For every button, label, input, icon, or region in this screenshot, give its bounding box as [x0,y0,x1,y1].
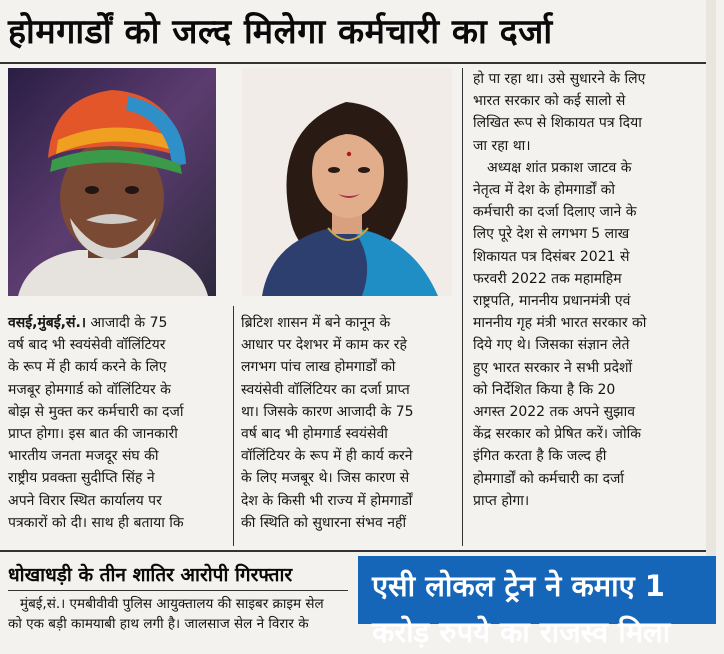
column-1-line: आजादी के 75 [90,315,168,331]
article-column-3 [473,68,695,512]
column-1-line: के रूप में ही कार्य करने के लिए [8,359,167,376]
story-3-headline: एसी लोकल ट्रेन ने कमाए 1 [372,569,665,603]
article-column-1 [8,312,230,534]
story-2-line: मुंबई,सं.। एमबीवीवी पुलिस आयुक्तालय की साइबर क्राइम सेल [20,596,324,612]
column-3-line: नेतृत्व में देश के होमगार्डों को [473,182,616,199]
column-3-line: भारत सरकार को कई सालो से [473,93,626,110]
story-2-headline: धोखाधड़ी के तीन शातिर आरोपी गिरफ्तार [8,564,293,586]
column-1-line: पत्रकारों को दी। साथ ही बताया कि [8,514,184,531]
column-1-line: प्राप्त होगा। इस बात की जानकारी [8,426,178,443]
column-2-line: ब्रिटिश शासन में बने कानून के [241,315,391,331]
article-column-2 [241,312,456,534]
column-2-line: लगभग पांच लाख होमगार्डों को [241,359,396,376]
column-3-line: इंगित करता है कि जल्द ही [473,448,607,465]
story-separator [0,550,716,552]
column-3-line: कर्मचारी का दर्जा दिलाए जाने के [473,204,637,221]
column-3-line: शिकायत पत्र दिसंबर 2021 से [473,248,630,265]
column-3-line: प्राप्त होगा। [473,492,530,509]
column-divider-1 [233,306,234,546]
column-2-line: स्वयंसेवी वॉलिंटियर का दर्जा प्राप्त [241,381,410,398]
column-3-line: राष्ट्रपति, माननीय प्रधानमंत्री एवं [473,293,631,310]
column-2-line: था। जिसके कारण आजादी के 75 [241,403,414,420]
column-3-line: केंद्र सरकार को प्रेषित करें। जोकि [473,426,641,443]
column-divider-2 [462,68,463,546]
column-2-line: की स्थिति को सुधारना संभव नहीं [241,514,407,531]
column-1-line: अपने विरार स्थित कार्यालय पर [8,492,162,509]
column-3-line: होमगार्डों को कर्मचारी का दर्जा [473,470,625,487]
column-3-line: अगस्त 2022 तक अपने सुझाव [473,404,636,421]
column-3-line: लिए पूरे देश से लगभग 5 लाख [473,226,630,243]
woman-portrait-photo [242,68,452,296]
column-3-line: माननीय गृह मंत्री भारत सरकार को [473,315,647,332]
column-2-line: वर्ष बाद भी होमगार्ड स्वयंसेवी [241,426,388,443]
headline: होमगार्डों को जल्द मिलेगा कर्मचारी का दर्जा [8,12,553,52]
headline-rule [0,62,716,64]
column-3-line: हुए भारत सरकार ने सभी प्रदेशों [473,359,633,376]
column-3-line: फरवरी 2022 तक महामहिम [473,270,622,287]
column-3-line: दिये गए थे। जिसका संज्ञान लेते [473,337,630,354]
column-1-line: राष्ट्रीय प्रवक्ता सुदीप्ति सिंह ने [8,470,155,487]
column-3-line: हो पा रहा था। उसे सुधारने के लिए [473,71,646,87]
column-3-line: को निर्देशित किया है कि 20 [473,381,616,398]
man-with-turban-photo [8,68,216,296]
column-1-line: वर्ष बाद भी स्वयंसेवी वॉलिंटियर [8,337,166,354]
column-2-line: वॉलिंटियर के रूप में ही कार्य करने [241,448,413,465]
column-1-line: भारतीय जनता मजदूर संघ की [8,448,159,465]
column-3-line: जा रहा था। [473,137,531,154]
column-2-line: के लिए मजबूर थे। जिस कारण से [241,470,410,487]
story-3-headline-box [358,556,716,649]
column-2-line: देश के किसी भी राज्य में होमगार्डों [241,492,413,509]
page-edge [706,0,716,556]
column-2-line: आधार पर देशभर में काम कर रहे [241,337,407,354]
dateline: वसई,मुंबई,सं.। [8,315,87,331]
column-3-line: लिखित रूप से शिकायत पत्र दिया [473,115,642,132]
story-3-headline-line-2: करोड़ रुपये का राजस्व मिला [372,615,671,649]
column-1-line: बोझ से मुक्त कर कर्मचारी का दर्जा [8,403,184,420]
column-3-line: अध्यक्ष शांत प्रकाश जाटव के [487,159,632,176]
story-2-underline [8,590,348,591]
column-1-line: मजबूर होमगार्ड को वॉलिंटियर के [8,381,171,398]
column-1-first-line [8,312,230,334]
story-2-line: को एक बड़ी कामयाबी हाथ लगी है। जालसाज सेल ने विरार के [8,616,309,632]
